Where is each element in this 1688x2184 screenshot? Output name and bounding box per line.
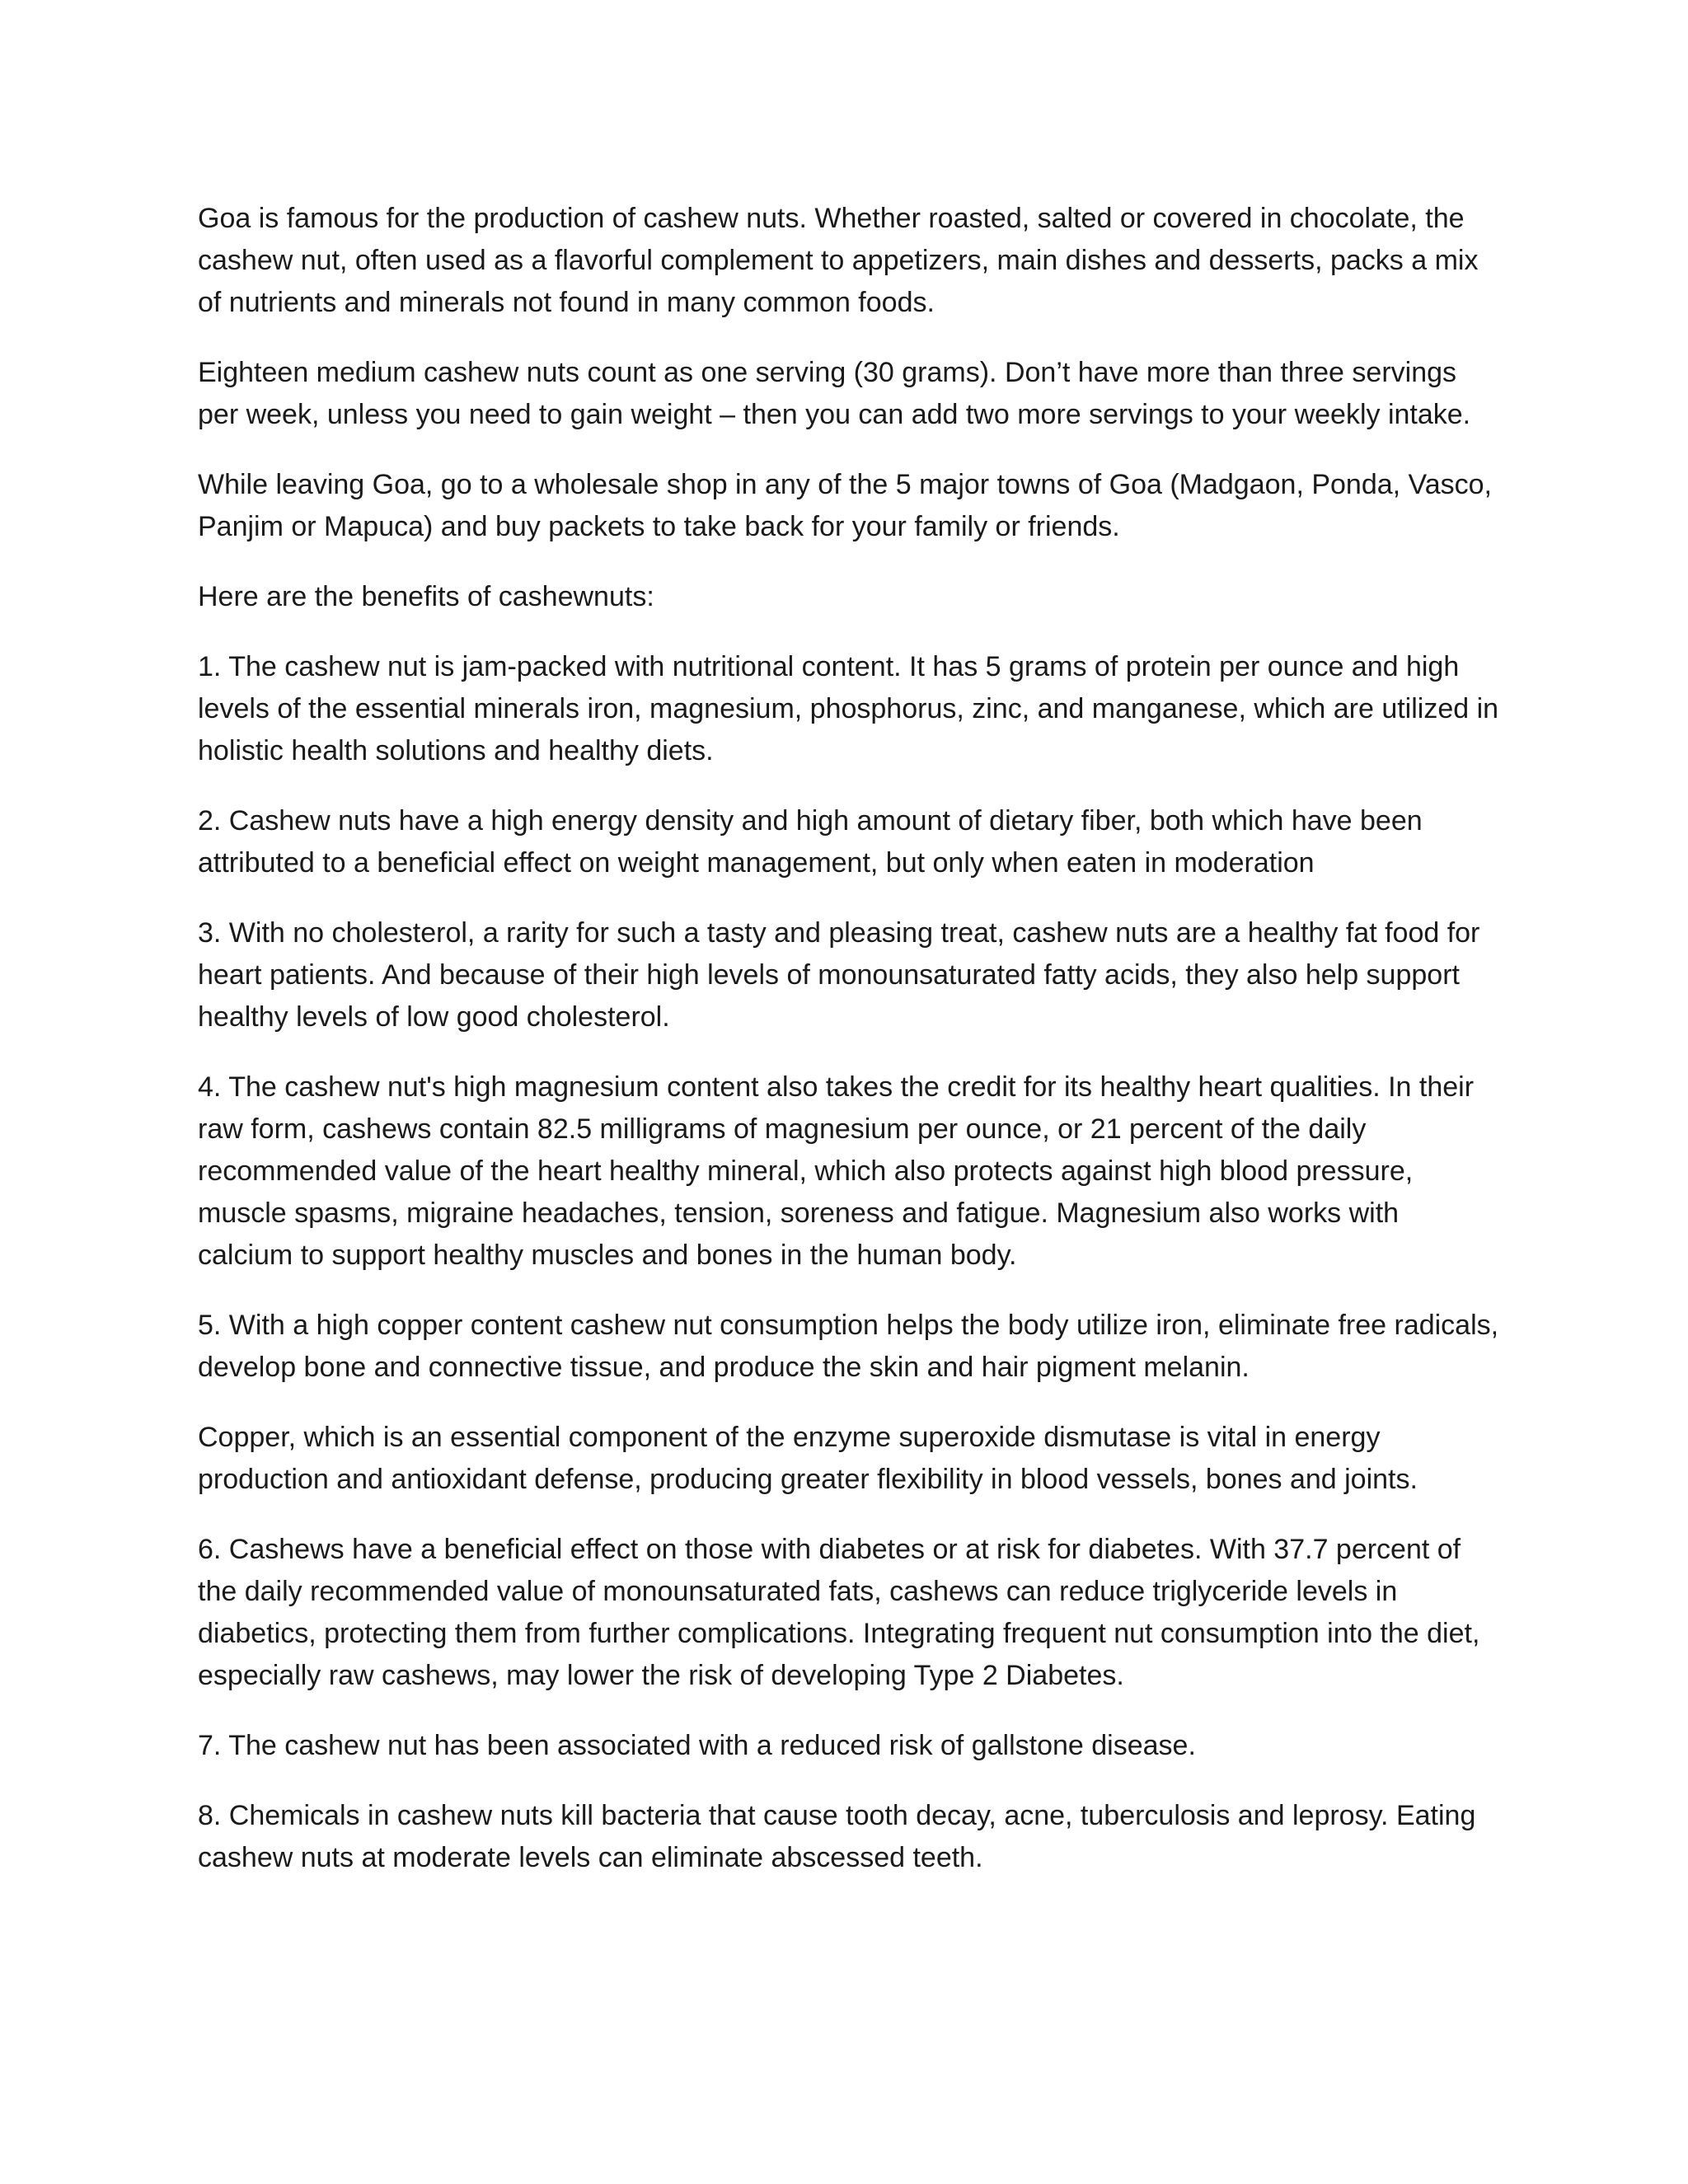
benefit-item-7: 7. The cashew nut has been associated with a reduced risk of gallstone disease. [198,1730,1196,1761]
benefit-item-8: 8. Chemicals in cashew nuts kill bacteria that cause tooth decay, acne, tuberculosis and leprosy. Eating cashew nuts at moderate levels can eliminate abscessed teeth. [198,1800,1476,1873]
benefit-item-3: 3. With no cholesterol, a rarity for such a tasty and pleasing treat, cashew nuts are a healthy fat food for heart patients. And because of their high levels of monounsaturated fatty acids, they also help support healthy levels of low good cholesterol. [198,917,1480,1033]
serving-paragraph: Eighteen medium cashew nuts count as one serving (30 grams). Don’t have more than three servings per week, unless you need to gain weight – then you can add two more servings to your weekly intake. [198,357,1471,430]
benefits-heading: Here are the benefits of cashewnuts: [198,581,654,612]
shopping-paragraph: While leaving Goa, go to a wholesale shop in any of the 5 major towns of Goa (Madgaon, Ponda, Vasco, Panjim or Mapuca) and buy packets to take back for your family or friends. [198,469,1492,542]
document-body [198,198,1500,1907]
benefit-item-6: 6. Cashews have a beneficial effect on those with diabetes or at risk for diabetes. With 37.7 percent of the daily recommended value of monounsaturated fats, cashews can reduce triglyceride levels in diabetics, protecting them from further complications. Integrating frequent nut consumption into the diet, especially raw cashews, may lower the risk of developing Type 2 Diabetes. [198,1534,1480,1691]
benefit-item-2: 2. Cashew nuts have a high energy density and high amount of dietary fiber, both which have been attributed to a beneficial effect on weight management, but only when eaten in moderation [198,805,1423,879]
benefit-item-5: 5. With a high copper content cashew nut consumption helps the body utilize iron, eliminate free radicals, develop bone and connective tissue, and produce the skin and hair pigment melanin. [198,1310,1499,1383]
intro-paragraph: Goa is famous for the production of cashew nuts. Whether roasted, salted or covered in chocolate, the cashew nut, often used as a flavorful complement to appetizers, main dishes and desserts, packs a mix of nutrients and minerals not found in many common foods. [198,203,1479,318]
benefit-item-1: 1. The cashew nut is jam-packed with nutritional content. It has 5 grams of protein per ounce and high levels of the essential minerals iron, magnesium, phosphorus, zinc, and manganese, which are utilized in holistic health solutions and healthy diets. [198,651,1499,766]
benefit-item-4: 4. The cashew nut's high magnesium content also takes the credit for its healthy heart qualities. In their raw form, cashews contain 82.5 milligrams of magnesium per ounce, or 21 percent of the daily recommended value of the heart healthy mineral, which also protects against high blood pressure, muscle spasms, migraine headaches, tension, soreness and fatigue. Magnesium also works with calcium to support healthy muscles and bones in the human body. [198,1071,1475,1271]
copper-paragraph: Copper, which is an essential component of the enzyme superoxide dismutase is vital in energy production and antioxidant defense, producing greater flexibility in blood vessels, bones and joints. [198,1422,1418,1495]
